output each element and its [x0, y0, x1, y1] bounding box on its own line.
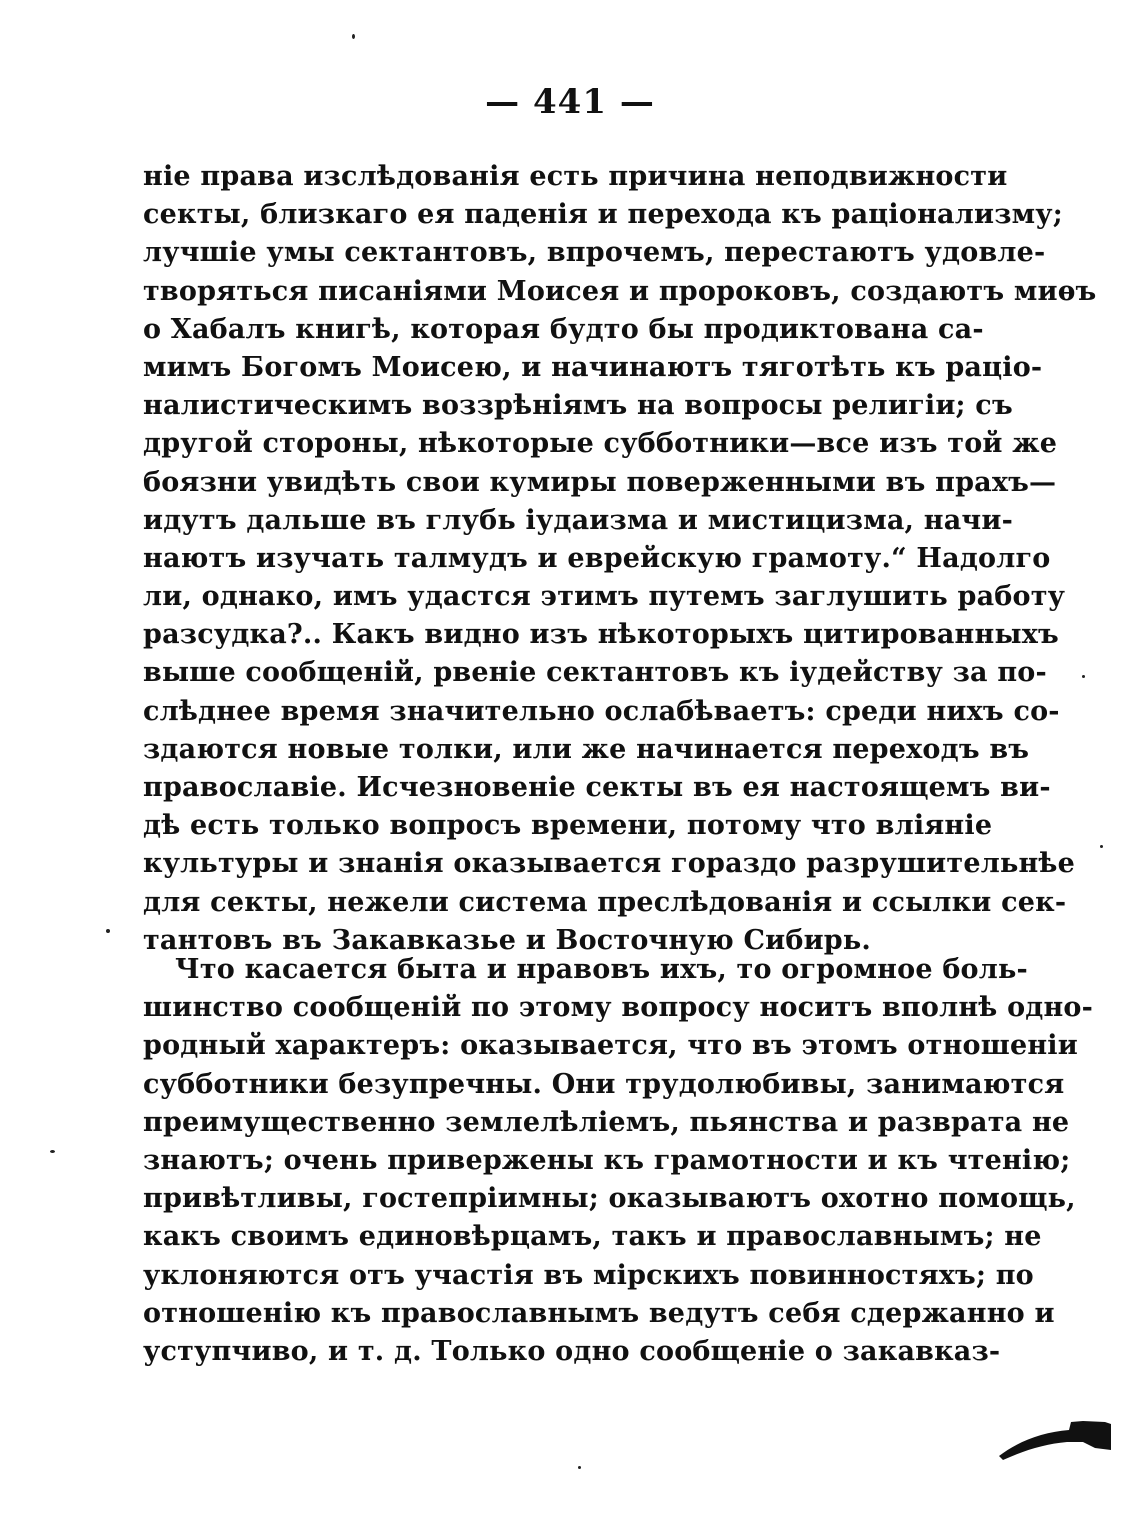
scan-speck [106, 929, 110, 933]
text-line: секты, близкаго ея паденія и перехода къ раціонализму; [143, 199, 1063, 231]
text-line: налистическимъ воззрѣніямъ на вопросы религіи; съ [143, 390, 1013, 422]
text-line: о Хабалъ книгѣ, которая будто бы продиктована са- [143, 313, 984, 345]
text-line: привѣтливы, гостепріимны; оказываютъ охотно помощь, [143, 1183, 1076, 1215]
text-line: знаютъ; очень привержены къ грамотности и къ чтенію; [143, 1144, 1071, 1176]
text-line: шинство сообщеній по этому вопросу носитъ вполнѣ одно- [143, 992, 1094, 1024]
text-line: ли, однако, имъ удастся этимъ путемъ заглушить работу [143, 581, 1066, 613]
text-line: уклоняются отъ участія въ мірскихъ повинностяхъ; по [143, 1259, 1034, 1291]
text-line: творяться писаніями Моисея и пророковъ, создаютъ миѳъ [143, 275, 1097, 307]
text-line: преимущественно землелѣліемъ, пьянства и разврата не [143, 1106, 1070, 1138]
text-line: субботники безупречны. Они трудолюбивы, занимаются [143, 1068, 1065, 1100]
text-line: православіе. Исчезновеніе секты въ ея настоящемъ ви- [143, 772, 1051, 803]
text-line: дѣ есть только вопросъ времени, потому что вліяніе [143, 810, 993, 842]
text-line: наютъ изучать талмудъ и еврейскую грамоту.“ Надолго [143, 542, 1051, 574]
scan-speck [578, 1466, 581, 1469]
text-line: выше сообщеній, рвеніе сектантовъ къ іудейству за по- [143, 657, 1047, 689]
paragraph-1 [143, 158, 1097, 960]
text-line: идутъ дальше въ глубь іудаизма и мистицизма, начи- [143, 504, 1014, 536]
text-line: ніе права изслѣдованія есть причина неподвижности [143, 161, 1008, 192]
text-line: тантовъ въ Закавказье и Восточную Сибирь. [143, 924, 871, 956]
text-line: отношенію къ православнымъ ведутъ себя сдержанно и [143, 1297, 1055, 1329]
text-line: уступчиво, и т. д. Только одно сообщеніе о закавказ- [143, 1335, 1001, 1367]
scan-speck [352, 34, 355, 39]
ink-smudge [997, 1412, 1117, 1462]
text-line: родный характеръ: оказывается, что въ этомъ отношеніи [143, 1030, 1078, 1062]
scan-speck [1082, 675, 1085, 678]
text-line: разсудка?.. Какъ видно изъ нѣкоторыхъ цитированныхъ [143, 619, 1059, 651]
scan-speck [50, 1150, 55, 1153]
text-line: какъ своимъ единовѣрцамъ, такъ и православнымъ; не [143, 1221, 1042, 1253]
scan-speck [1100, 845, 1103, 848]
text-line: Что касается быта и нравовъ ихъ, то огромное боль- [175, 954, 1028, 985]
text-line: для секты, нежели система преслѣдованія и ссылки сек- [143, 886, 1067, 918]
page-number: — 441 — [485, 82, 655, 122]
text-line: лучшіе умы сектантовъ, впрочемъ, перестаютъ удовле- [143, 237, 1046, 269]
text-line: мимъ Богомъ Моисею, и начинаютъ тяготѣть къ раціо- [143, 351, 1043, 383]
text-line: здаются новые толки, или же начинается переходъ въ [143, 733, 1030, 765]
text-line: другой стороны, нѣкоторые субботники—все изъ той же [143, 428, 1058, 460]
text-line: слѣднее время значительно ослабѣваетъ: среди нихъ со- [143, 695, 1060, 727]
text-line: боязни увидѣть свои кумиры поверженными въ прахъ— [143, 466, 1057, 498]
text-line: культуры и знанія оказывается гораздо разрушительнѣе [143, 848, 1075, 880]
paragraph-2 [143, 951, 1094, 1371]
